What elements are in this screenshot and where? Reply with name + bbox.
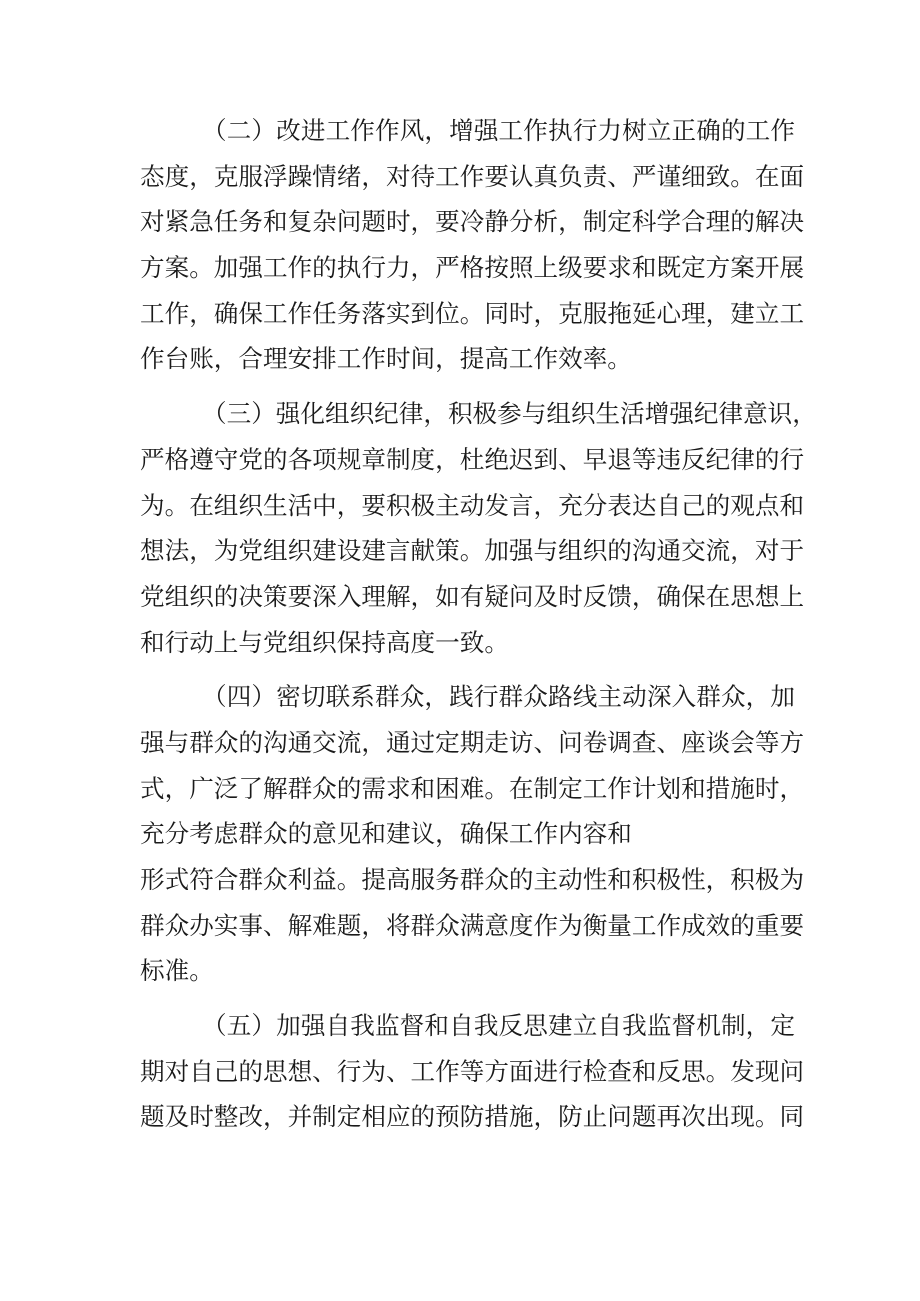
paragraph-improve-work-style (140, 108, 805, 382)
paragraph-line: 想法，为党组织建设建言献策。加强与组织的沟通交流，对于 (140, 536, 805, 566)
paragraph-line: 标准。 (140, 956, 214, 986)
paragraph-line: 党组织的决策要深入理解，如有疑问及时反馈，确保在思想上 (140, 581, 805, 611)
paragraph-line: 方案。加强工作的执行力，严格按照上级要求和既定方案开展 (140, 253, 805, 283)
paragraph-line: 充分考虑群众的意见和建议，确保工作内容和 (140, 819, 632, 849)
paragraph-line: 态度，克服浮躁情绪，对待工作要认真负责、严谨细致。在面 (140, 161, 805, 191)
paragraph-line: 形式符合群众利益。提高服务群众的主动性和积极性，积极为 (140, 865, 805, 894)
paragraph-line: （三）强化组织纪律，积极参与组织生活增强纪律意识， (202, 399, 817, 429)
paragraph-line: 强与群众的沟通交流，通过定期走访、问卷调查、座谈会等方 (140, 727, 805, 757)
paragraph-strengthen-discipline (140, 391, 817, 665)
paragraph-line: 题及时整改，并制定相应的预防措施，防止问题再次出现。同 (140, 1102, 805, 1132)
paragraph-line: 对紧急任务和复杂问题时，要冷静分析，制定科学合理的解决 (140, 207, 805, 237)
document-body (140, 108, 817, 1140)
paragraph-self-supervision (140, 1003, 805, 1140)
paragraph-connect-with-masses (140, 674, 805, 994)
paragraph-line: 式，广泛了解群众的需求和困难。在制定工作计划和措施时， (140, 773, 805, 803)
paragraph-line: 严格遵守党的各项规章制度，杜绝迟到、早退等违反纪律的行 (140, 444, 805, 474)
paragraph-line: 工作，确保工作任务落实到位。同时，克服拖延心理，建立工 (140, 298, 805, 328)
paragraph-line: 作台账，合理安排工作时间，提高工作效率。 (140, 344, 632, 374)
paragraph-line: 群众办实事、解难题，将群众满意度作为衡量工作成效的重要 (140, 910, 805, 940)
paragraph-line: 和行动上与党组织保持高度一致。 (140, 627, 509, 657)
paragraph-line: （二）改进工作作风，增强工作执行力树立正确的工作 (202, 116, 795, 145)
paragraph-line: （四）密切联系群众，践行群众路线主动深入群众，加 (202, 682, 795, 712)
paragraph-line: （五）加强自我监督和自我反思建立自我监督机制，定 (202, 1011, 795, 1041)
paragraph-line: 为。在组织生活中，要积极主动发言，充分表达自己的观点和 (140, 490, 805, 520)
paragraph-line: 期对自己的思想、行为、工作等方面进行检查和反思。发现问 (140, 1056, 805, 1086)
